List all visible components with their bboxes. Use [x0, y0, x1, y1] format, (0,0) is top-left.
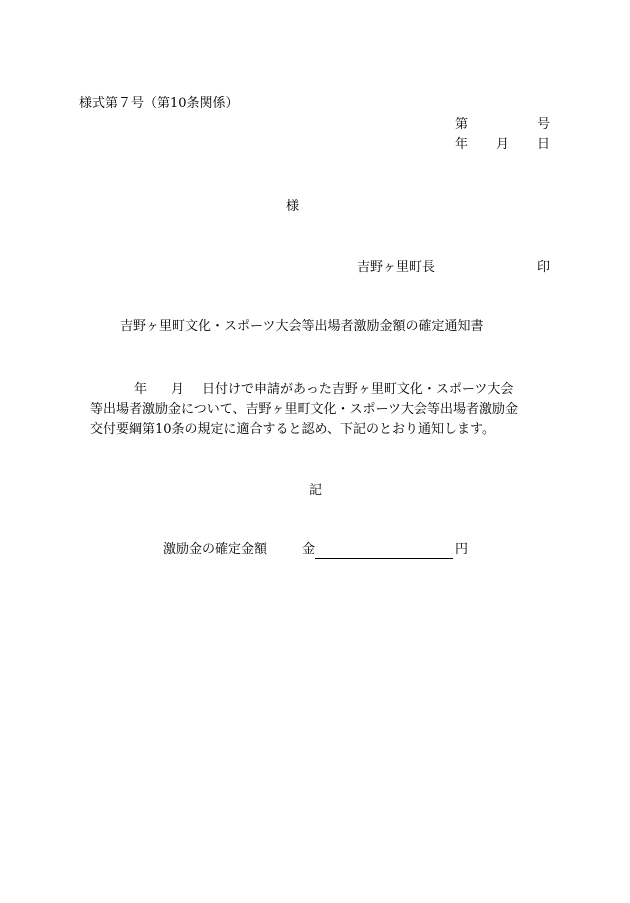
- date-day: 日: [536, 137, 550, 152]
- date-line: [455, 138, 550, 151]
- body-paragraph: [90, 380, 560, 440]
- amount-prefix: 金: [302, 542, 316, 557]
- amount-label: 激励金の確定金額: [163, 542, 268, 557]
- number-suffix: 号: [536, 117, 550, 132]
- date-year: 年: [455, 137, 469, 152]
- date-month: 月: [495, 137, 509, 152]
- body-line-2: 等出場者激励金について、吉野ヶ里町文化・スポーツ大会等出場者激励金: [90, 402, 518, 417]
- body-month: 月: [171, 382, 185, 397]
- ki-heading: 記: [309, 483, 323, 498]
- body-line-1: [90, 380, 560, 400]
- amount-unit: 円: [455, 542, 469, 557]
- document-title: 吉野ヶ里町文化・スポーツ大会等出場者激励金額の確定通知書: [120, 319, 484, 334]
- body-line-3: 交付要綱第10条の規定に適合すると認め、下記のとおり通知します。: [90, 422, 495, 437]
- document-number-line: [455, 118, 550, 131]
- form-number-label: 様式第７号（第10条関係）: [79, 96, 239, 111]
- recipient-honorific: 様: [286, 199, 300, 214]
- body-line-1-rest: 日付けで申請があった吉野ヶ里町文化・スポーツ大会: [202, 382, 514, 397]
- issuer-title: 吉野ヶ里町長: [357, 260, 436, 275]
- body-year: 年: [134, 382, 148, 397]
- seal-mark: 印: [537, 260, 551, 275]
- number-prefix: 第: [455, 117, 469, 132]
- amount-blank-line[interactable]: [315, 543, 453, 559]
